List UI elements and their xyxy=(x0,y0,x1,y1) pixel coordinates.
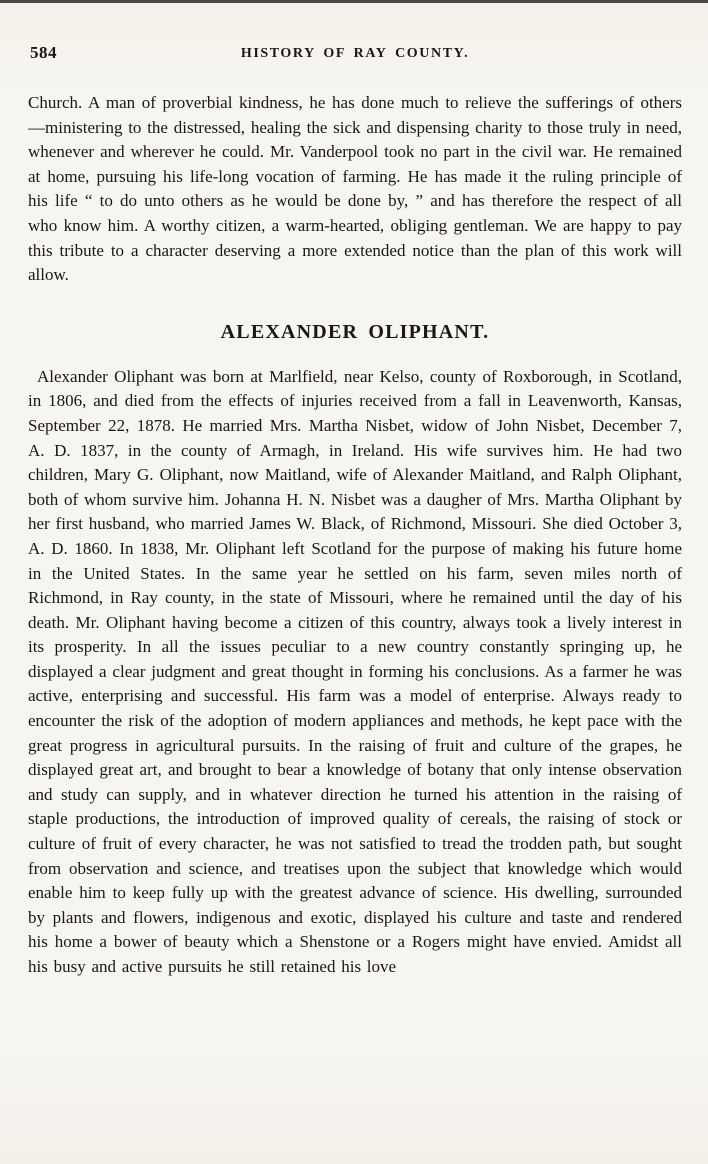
section-heading-alexander-oliphant: ALEXANDER OLIPHANT. xyxy=(220,320,490,343)
page-header xyxy=(28,43,682,67)
paragraph-vanderpool-continuation: Church. A man of proverbial kindness, he has done much to relieve the sufferings of others—ministering to the distressed, healing the sick and dispensing charity to those truly in need, whenever and wherever he could. Mr. Vanderpool took no part in the civil war. He remained at home, pursuing his life-long vocation of farming. He has made it the ruling principle of his life “ to do unto others as he would be done by, ” and has therefore the respect of all who know him. A worthy citizen, a warm-hearted, obliging gentleman. We are happy to pay this tribute to a character deserving a more extended notice than the plan of this work will allow. xyxy=(28,93,682,285)
running-title: HISTORY OF RAY COUNTY. xyxy=(240,46,470,61)
page-number: 584 xyxy=(30,43,57,62)
paragraph-oliphant-biography: Alexander Oliphant was born at Marlfield, near Kelso, county of Roxborough, in Scotland, in 1806, and died from the effects of injuries received from a fall in Leavenworth, Kansas, September 22, 1878. He married Mrs. Martha Nisbet, widow of John Nisbet, December 7, A. D. 1837, in the county of Armagh, in Ireland. His wife survives him. He had two children, Mary G. Oliphant, now Maitland, wife of Alexander Maitland, and Ralph Oliphant, both of whom survive him. Johanna H. N. Nisbet was a daugher of Mrs. Martha Oliphant by her first husband, who married James W. Black, of Richmond, Missouri. She died October 3, A. D. 1860. In 1838, Mr. Oliphant left Scotland for the purpose of making his future home in the United States. In the same year he settled on his farm, seven miles north of Richmond, in Ray county, in the state of Missouri, where he remained until the day of his death. Mr. Oliphant having become a citizen of this country, always took a lively interest in its prosperity. In all the issues peculiar to a new country constantly springing up, he displayed a clear judgment and great thought in forming his conclusions. As a farmer he was active, enterprising and successful. His farm was a model of enterprise. Always ready to encounter the risk of the adoption of modern appliances and methods, he kept pace with the great progress in agricultural pursuits. In the raising of fruit and culture of the grapes, he displayed great art, and brought to bear a knowledge of botany that only intense observation and study can supply, and in whatever direction he turned his attention in the raising of staple productions, the introduction of improved quality of cereals, the raising of stock or culture of fruit of every character, he was not satisfied to tread the trodden path, but sought from observation and science, and treatises upon the subject that knowledge which would enable him to keep fully up with the greatest advance of science. His dwelling, surrounded by plants and flowers, indigenous and exotic, displayed his culture and taste and rendered his home a bower of beauty which a Shenstone or a Rogers might have envied. Amidst all his busy and active pursuits he still retained his love xyxy=(28,366,682,976)
